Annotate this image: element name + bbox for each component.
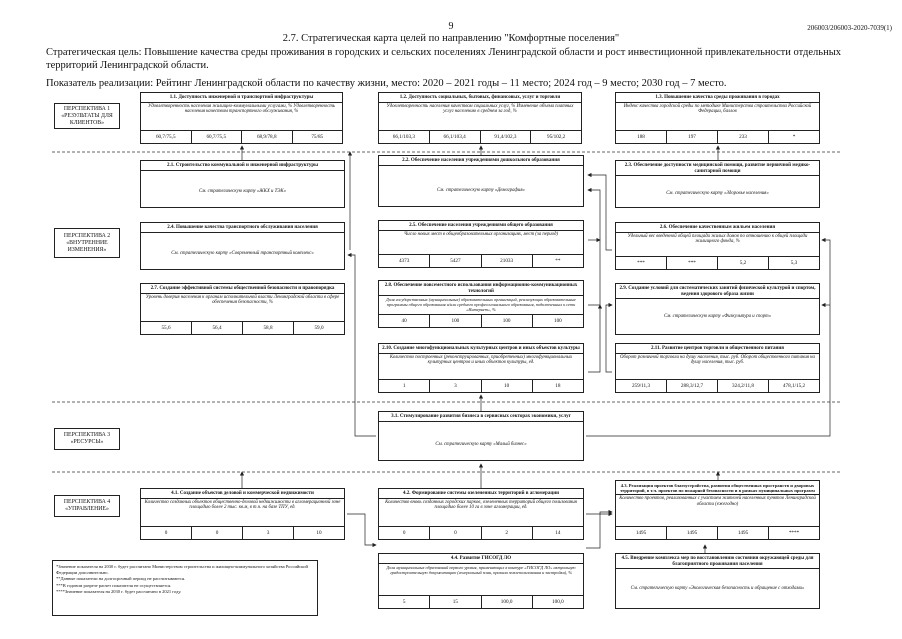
value-cell: 10 — [293, 527, 344, 539]
footnote: *Значение показателя на 2030 г. будет рассчитано Министерством строительства и жилищно-коммунального хозяйства Российской Федерации дополнительно. — [56, 564, 308, 576]
value-cell: ** — [532, 255, 583, 267]
value-cell: 4373 — [398, 258, 410, 264]
value-cell: 59,0 — [293, 322, 344, 334]
value-cell: 478,1/15,2 — [768, 380, 819, 392]
goal-heading: 2.8. Обеспечение повсеместного использования информационно-коммуникационных технологий — [379, 281, 583, 296]
goal-heading: 1.2. Доступность социальных, бытовых, финансовых, услуг и торговли — [379, 93, 581, 103]
goal-metric: Количество построенных (реконструированных, приобретенных) многофункциональных культурных центров и иных объектов культуры, ед. — [389, 354, 573, 366]
goal-heading: 2.6. Обеспечение качественным жильем населения — [616, 223, 819, 233]
value-cell: 60,7/75,5 — [155, 134, 176, 140]
goal-heading: 3.1. Стимулирование развития бизнеса в сервисных секторах экономики, услуг — [379, 412, 583, 422]
goal-heading: 4.3. Реализация проектов благоустройства, развития общественных пространств и дворовых территорий, в т.ч. проектов по пожарной безопасности и в рамках муниципальных программ — [616, 481, 819, 495]
value-cell: 66,1/103,4 — [429, 131, 480, 143]
value-cell: 100 — [532, 315, 583, 327]
goal-heading: 2.1. Строительство коммунальной и инженерной инфраструктуры — [141, 161, 344, 171]
strategic-map-reference: См. стратегическую карту «Малый бизнес» — [435, 442, 527, 447]
strategic-map-reference: См. стратегическую карту «Физкультура и спорт» — [664, 314, 771, 319]
goal-heading: 4.1. Создание объектов деловой и коммерческой недвижимости — [141, 489, 344, 499]
goal-metric: Количество созданных объектов общественно-деловой недвижимости в агломерационной зоне площадью более 2 тыс. кв.м, в т.ч. на базе ТПУ, ед. — [144, 499, 341, 511]
goal-heading: 2.4. Повышение качества транспортного обслуживания населения — [141, 223, 344, 233]
strategic-map-reference: См. стратегическую карту «Здоровье населения» — [666, 191, 769, 196]
goal-metric: Уровень доверия населения к органам исполнительной власти Ленинградской области в сфере обеспечения безопасности, % — [145, 294, 340, 306]
value-cell: 188 — [637, 134, 645, 140]
value-cell: 0 — [402, 530, 406, 536]
value-cell: * — [768, 131, 819, 143]
perspective-2-label: ПЕРСПЕКТИВА 2 «ВНУТРЕННИЕ ИЗМЕНЕНИЯ» — [54, 228, 120, 258]
goal-metric: Оборот розничной торговли на душу населения, тыс. руб. Оборот общественного питания на душу населения, тыс. руб. — [620, 354, 815, 366]
goal-metric: Доля муниципальных образований первого уровня, применяющих в контуре «ГИСОГД ЛО» актуальную градостроительную документацию (генеральный план, правила землепользования и застройки), % — [386, 564, 576, 575]
implementation-indicator: Показатель реализации: Рейтинг Ленинградской области по качеству жизни, место: 2020 – 2021 годы – 11 место; 2024 год – 9 место; 2030 год – 7 место. — [46, 78, 727, 89]
value-cell: 15 — [429, 596, 480, 608]
value-cell: 66,1/103,3 — [392, 134, 415, 140]
value-cell: 100 — [481, 315, 532, 327]
value-cell: **** — [768, 527, 819, 539]
value-cell: 5,2 — [717, 257, 768, 269]
value-cell: 5 — [402, 599, 406, 605]
goal-metric: Количество вновь созданных городских парков, озелененных территорий общего пользования площадью более 10 га в зоне агломерации, ед. — [385, 499, 577, 511]
value-cell: 58,8 — [242, 322, 293, 334]
document-id: 206003/206003-2020-7039(1) — [807, 24, 892, 32]
strategic-map-reference: См. стратегическую карту «ЖКХ и ТЭК» — [199, 189, 286, 194]
value-cell: 68,9/78,8 — [241, 131, 292, 143]
goal-metric: Удельный вес введенной общей площади жилых домов по отношению к общей площади жилищного фонда, % — [627, 233, 808, 245]
perspective-1-label: ПЕРСПЕКТИВА 1 «РЕЗУЛЬТАТЫ ДЛЯ КЛИЕНТОВ» — [54, 103, 120, 129]
page-number: 9 — [448, 21, 454, 32]
goal-metric: Удовлетворенность населения жилищно-коммунальными услугами, % Удовлетворенность населения качеством транспортного обслуживания, % — [148, 103, 335, 115]
goal-heading: 1.3. Повышение качества среды проживания в городах — [616, 93, 819, 103]
value-cell: 14 — [532, 527, 583, 539]
value-cell: 0 — [429, 527, 480, 539]
value-cell: 1495 — [666, 527, 717, 539]
goal-heading: 4.2. Формирование системы озелененных территорий в агломерации — [379, 489, 583, 499]
value-cell: 197 — [666, 131, 717, 143]
value-cell: 324,2/11,8 — [717, 380, 768, 392]
strategic-map-reference: См. стратегическую карту «Экологическая безопасность и обращение с отходами» — [630, 586, 805, 591]
value-cell: 288,3/12,7 — [666, 380, 717, 392]
goal-heading: 4.4. Развитие ГИСОГД ЛО — [379, 554, 583, 564]
value-cell: 1495 — [635, 530, 647, 536]
value-cell: *** — [637, 260, 645, 266]
strategic-map-reference: См. стратегическую карту «Современный транспортный комплекс» — [171, 251, 314, 256]
footnote: **Данные показатели на долгосрочный период не рассчитываются. — [56, 576, 186, 582]
value-cell: 55,6 — [161, 325, 171, 331]
goal-heading: 2.11. Развитие центров торговли и общественного питания — [616, 344, 819, 354]
value-cell: *** — [666, 257, 717, 269]
perspective-3-label: ПЕРСПЕКТИВА 3 «РЕСУРСЫ» — [54, 428, 120, 450]
value-cell: 1 — [402, 383, 406, 389]
value-cell: 5,3 — [768, 257, 819, 269]
value-cell: 95/102,2 — [530, 131, 581, 143]
strategic-map-reference: См. стратегическую карту «Демография» — [437, 188, 525, 193]
goal-heading: 2.7. Создание эффективной системы общественной безопасности и правопорядка — [141, 284, 344, 294]
value-cell: 91,4/102,3 — [480, 131, 531, 143]
value-cell: 100 — [429, 315, 480, 327]
value-cell: 18 — [532, 380, 583, 392]
value-cell: 3 — [429, 380, 480, 392]
goal-metric: Число новых мест в общеобразовательных организациях, мест (за период) — [403, 231, 558, 237]
footnote: ****Значение показателя на 2030 г. будет рассчитано в 2021 году. — [56, 588, 182, 594]
value-cell: 0 — [191, 527, 242, 539]
footnote: ***В годовом разрезе расчет показателя не осуществляется. — [56, 582, 172, 588]
value-cell: 0 — [164, 530, 168, 536]
goal-heading: 4.5. Внедрение комплекса мер по восстановлению состояния окружающей среды для благоприятного проживания населения — [616, 554, 819, 569]
perspective-4-label: ПЕРСПЕКТИВА 4 «УПРАВЛЕНИЕ» — [54, 495, 120, 517]
value-cell: 1495 — [717, 527, 768, 539]
value-cell: 10 — [481, 380, 532, 392]
value-cell: 259/11,3 — [631, 383, 651, 389]
goal-heading: 2.10. Создание многофункциональных культурных центров и иных объектов культуры — [379, 344, 583, 354]
value-cell: 100,0 — [532, 596, 583, 608]
value-cell: 60,7/75,5 — [191, 131, 242, 143]
value-cell: 56,4 — [191, 322, 242, 334]
goal-metric: Количество проектов, реализованных с участием жителей населенных пунктов Ленинградской области (ежегодно) — [619, 496, 816, 507]
value-cell: 5427 — [429, 255, 480, 267]
strategic-goal: Стратегическая цель: Повышение качества среды проживания в городских и сельских поселениях Ленинградской области и рост инвестиционной привлекательности отдельных территорий Ленинградской области. — [46, 47, 842, 71]
goal-heading: 2.5. Обеспечение населения учреждениями общего образования — [379, 221, 583, 231]
goal-heading: 2.3. Обеспечение доступности медицинской помощи, развитие первичной медико-санитарной помощи — [616, 161, 819, 176]
value-cell: 2 — [481, 527, 532, 539]
value-cell: 21033 — [481, 255, 532, 267]
goal-heading: 2.2. Обеспечение населения учреждениями дошкольного образования — [379, 156, 583, 166]
value-cell: 40 — [401, 318, 407, 324]
value-cell: 3 — [242, 527, 293, 539]
goal-metric: Удовлетворенность населения качеством социальных услуг, % Изменение объема платных услуг населению в среднем за год, % — [386, 103, 574, 115]
goal-heading: 2.9. Создание условий для систематических занятий физической культурой и спортом, ведения здорового образа жизни — [616, 284, 819, 299]
value-cell: 75/85 — [292, 131, 343, 143]
value-cell: 233 — [717, 131, 768, 143]
value-cell: 100,0 — [481, 596, 532, 608]
page-title: 2.7. Стратегическая карта целей по направлению "Комфортные поселения" — [282, 33, 620, 44]
goal-metric: Индекс качества городской среды по методике Министерства строительства Российской Федерации, баллов — [623, 103, 812, 115]
goal-heading: 1.1. Доступность инженерной и транспортной инфраструктуры — [141, 93, 342, 103]
goal-metric: Доля государственных (муниципальных) образовательных организаций, реализующих образовательные программы общего образования и/или среднего профессионального образования, подключенных к сети «Интернет», % — [386, 297, 576, 313]
